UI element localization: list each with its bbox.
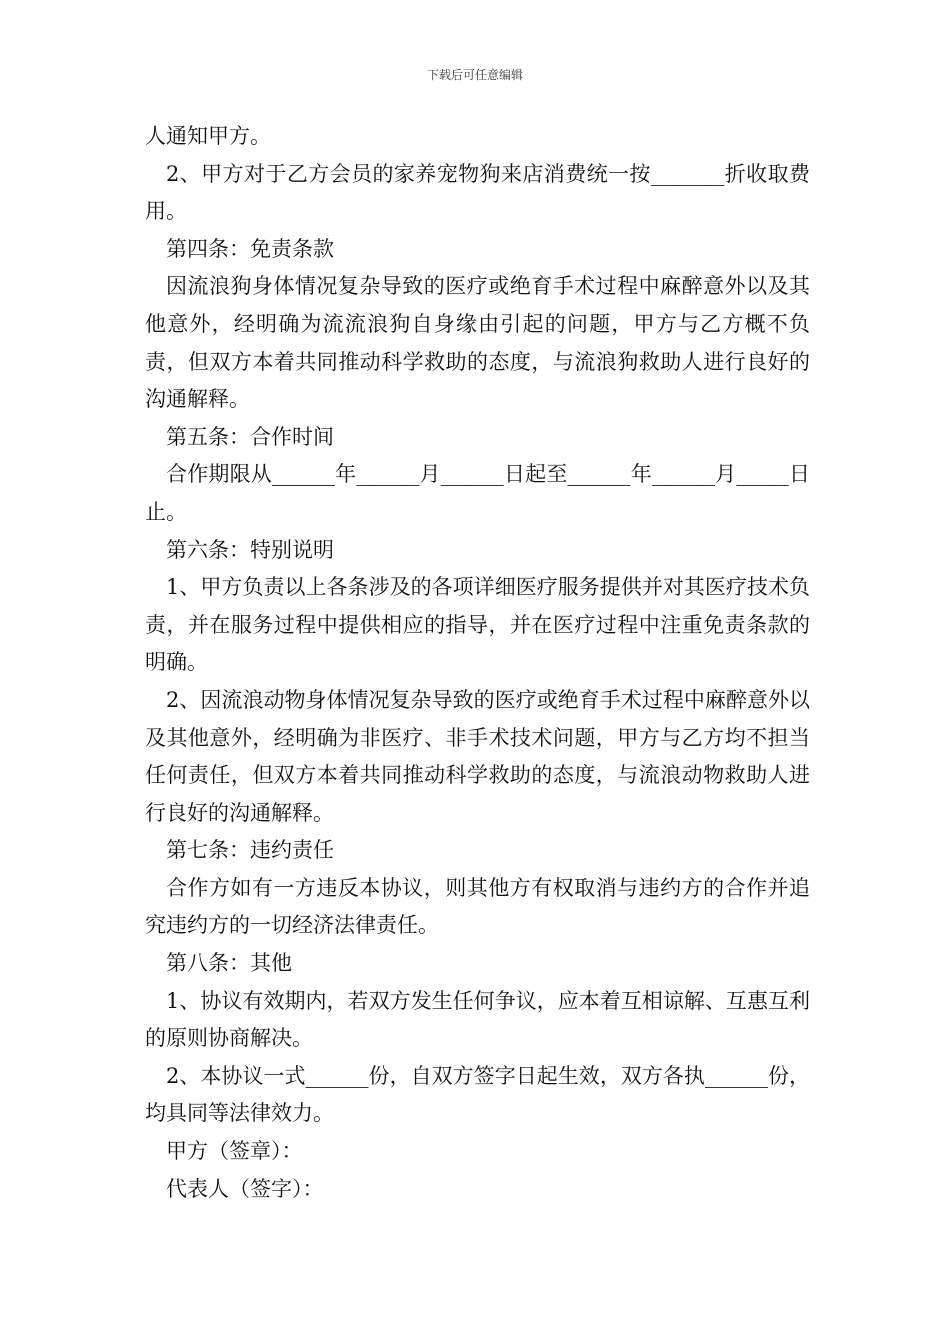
signature-party-a: 甲方（签章）： xyxy=(166,1139,303,1164)
section-heading-article-7: 第七条：违约责任 xyxy=(166,838,334,863)
paragraph-disclaimer: 因流浪狗身体情况复杂导致的医疗或绝育手术过程中麻醉意外以及其他意外，经明确为流流浪狗自身缘由引起的问题，甲方与乙方概不负责，但双方本着共同推动科学救助的态度，与流浪狗救助人进行良好的沟通解释。 xyxy=(145,274,810,412)
paragraph-cooperation-period: 合作期限从______年______月______日起至______年______月_____日止。 xyxy=(145,462,810,524)
paragraph-discount-clause: 2、甲方对于乙方会员的家养宠物狗来店消费统一按_______折收取费用。 xyxy=(145,161,810,224)
paragraph-other-2: 2、本协议一式______份，自双方签字日起生效，双方各执______份，均具同等法律效力。 xyxy=(145,1063,810,1126)
paragraph-continuation: 人通知甲方。 xyxy=(145,124,271,148)
paragraph-other-1: 1、协议有效期内，若双方发生任何争议，应本着互相谅解、互惠互利的原则协商解决。 xyxy=(145,988,810,1051)
signature-representative: 代表人（签字）： xyxy=(166,1176,324,1201)
section-heading-article-8: 第八条：其他 xyxy=(166,951,292,976)
section-heading-article-5: 第五条：合作时间 xyxy=(166,424,334,449)
section-heading-article-6: 第六条：特别说明 xyxy=(166,537,334,562)
page-header: 下载后可任意编辑 xyxy=(426,68,523,82)
paragraph-special-note-2: 2、因流浪动物身体情况复杂导致的医疗或绝育手术过程中麻醉意外以及其他意外，经明确为非医疗、非手术技术问题，甲方与乙方均不担当任何责任，但双方本着共同推动科学救助的态度，与流浪动物救助人进行良好的沟通解释。 xyxy=(145,687,810,825)
paragraph-special-note-1: 1、甲方负责以上各条涉及的各项详细医疗服务提供并对其医疗技术负责，并在服务过程中提供相应的指导，并在医疗过程中注重免责条款的明确。 xyxy=(145,575,810,675)
paragraph-breach-liability: 合作方如有一方违反本协议，则其他方有权取消与违约方的合作并追究违约方的一切经济法律责任。 xyxy=(145,875,810,938)
section-heading-article-4: 第四条：免责条款 xyxy=(166,236,334,261)
document-body xyxy=(145,118,810,1208)
